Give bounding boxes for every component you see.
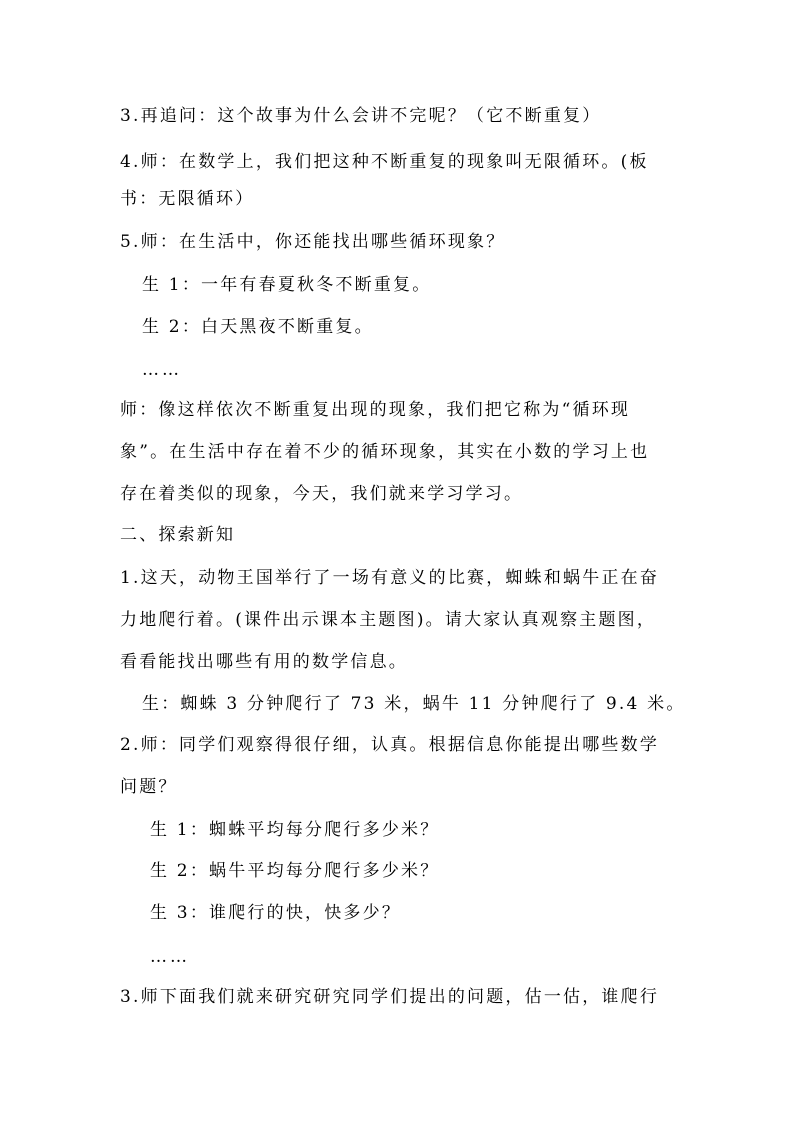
text-line: 1.这天，动物王国举行了一场有意义的比赛，蜘蛛和蜗牛正在奋: [120, 568, 660, 588]
text-line: 2.师：同学们观察得很仔细，认真。根据信息你能提出哪些数学: [120, 735, 660, 755]
text-line: 生 2：白天黑夜不断重复。: [142, 317, 374, 337]
ellipsis: ……: [150, 947, 190, 967]
text-line: 问题？: [120, 777, 178, 797]
text-line: 看看能找出哪些有用的数学信息。: [120, 652, 408, 672]
ellipsis: ……: [142, 360, 182, 380]
text-line: 3.再追问：这个故事为什么会讲不完呢？（它不断重复）: [120, 106, 602, 126]
text-line: 4.师：在数学上，我们把这种不断重复的现象叫无限循环。(板: [120, 152, 649, 172]
text-line: 生 3：谁爬行的快，快多少？: [150, 903, 402, 923]
text-line: 生 1：蜘蛛平均每分爬行多少米？: [150, 820, 440, 840]
text-line: 生 2：蜗牛平均每分爬行多少米？: [150, 861, 440, 881]
text-line: 5.师：在生活中，你还能找出哪些循环现象？: [120, 232, 506, 252]
text-line: 生：蜘蛛 3 分钟爬行了 73 米，蜗牛 11 分钟爬行了 9.4 米。: [142, 694, 686, 714]
text-line: 象”。在生活中存在着不少的循环现象，其实在小数的学习上也: [120, 442, 650, 462]
text-line: 存在着类似的现象，今天，我们就来学习学习。: [120, 484, 524, 504]
text-line: 力地爬行着。(课件出示课本主题图)。请大家认真观察主题图，: [120, 610, 657, 630]
text-line: 生 1：一年有春夏秋冬不断重复。: [142, 275, 432, 295]
text-line: 师：像这样依次不断重复出现的现象，我们把它称为“循环现: [120, 400, 631, 420]
section-heading: 二、探索新知: [120, 525, 236, 545]
text-line: 3.师下面我们就来研究研究同学们提出的问题，估一估，谁爬行: [120, 987, 660, 1007]
text-line: 书：无限循环）: [120, 189, 255, 209]
